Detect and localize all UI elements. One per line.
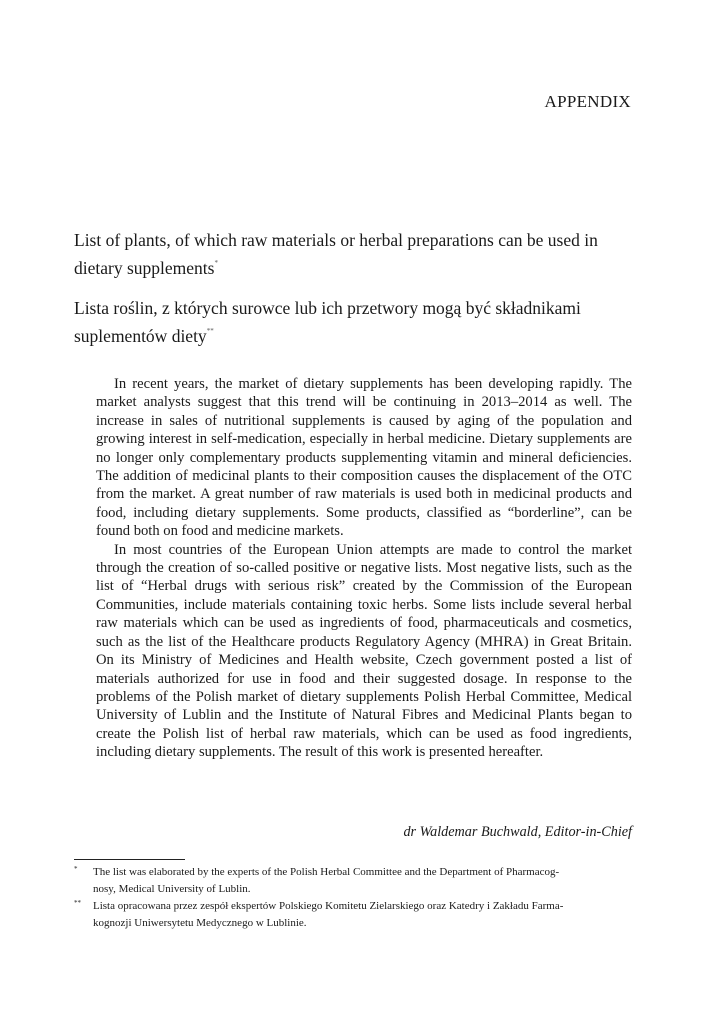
- footnote-1-line-1: The list was elaborated by the experts of the Polish Herbal Committee and the Department of Pharmacog-: [93, 866, 560, 878]
- footnote-1-line-2: nosy, Medical University of Lublin.: [93, 882, 251, 895]
- title-polish-text: Lista roślin, z których surowce lub ich przetwory mogą być składnikami suplementów diety: [74, 298, 581, 346]
- footnote-ref-2[interactable]: **: [206, 327, 214, 335]
- footnote-mark-2: **: [74, 899, 81, 907]
- footnote-divider: [74, 859, 185, 860]
- body-text: [96, 375, 632, 762]
- footnote-2-line-2: kognozji Uniwersytetu Medycznego w Lublinie.: [93, 916, 307, 929]
- footnote-text-2: [74, 898, 634, 931]
- title-english: [74, 228, 639, 281]
- footnote-2-line-1: Lista opracowana przez zespół ekspertów Polskiego Komitetu Zielarskiego oraz Katedry i Zakładu Farma-: [93, 900, 564, 912]
- paragraph-1: In recent years, the market of dietary supplements has been developing rapidly. The market analysts suggest that this trend will be continuing in 2013–2014 as well. The increase in sales of nutritional supplements is caused by aging of the population and growing interest in self-medication, especially in herbal medicine. Dietary supplements are no longer only complementary products supplementing vitamin and mineral deficiencies. The addition of medicinal plants to their composition causes the displacement of the OTC from the market. A great number of raw materials is used both in medicinal products and food, including dietary supplements. Some products, classified as “borderline”, can be found both on food and medicine markets.: [96, 376, 632, 540]
- footnote-2: [74, 898, 634, 931]
- footnote-1: [74, 864, 634, 897]
- footnote-ref-1[interactable]: *: [214, 259, 218, 267]
- footnote-text-1: [74, 864, 634, 897]
- paragraph-2: In most countries of the European Union attempts are made to control the market through the creation of so-called positive or negative lists. Most negative lists, such as the list of “Herbal drugs with serious risk” created by the Commission of the European Communities, include materials containing toxic herbs. Some lists include several herbal raw materials which can be used as ingredients of food, pharmaceuticals and cosmetics, such as the list of the Healthcare products Regulatory Agency (MHRA) in Great Britain. On its Ministry of Medicines and Health website, Czech government posted a list of materials authorized for use in food and their suggested dosage. In response to the problems of the Polish market of dietary supplements Polish Herbal Committee, Medical University of Lublin and the Institute of Natural Fibres and Medicinal Plants began to create the Polish list of herbal raw materials, which can be used as food ingredients, including dietary supplements. The result of this work is presented hereafter.: [96, 541, 632, 761]
- footnote-mark-1: *: [74, 865, 78, 873]
- title-polish: [74, 296, 639, 349]
- signature: dr Waldemar Buchwald, Editor-in-Chief: [403, 824, 632, 840]
- title-english-text: List of plants, of which raw materials or herbal preparations can be used in dietary supplements: [74, 230, 598, 278]
- section-heading: APPENDIX: [544, 92, 631, 111]
